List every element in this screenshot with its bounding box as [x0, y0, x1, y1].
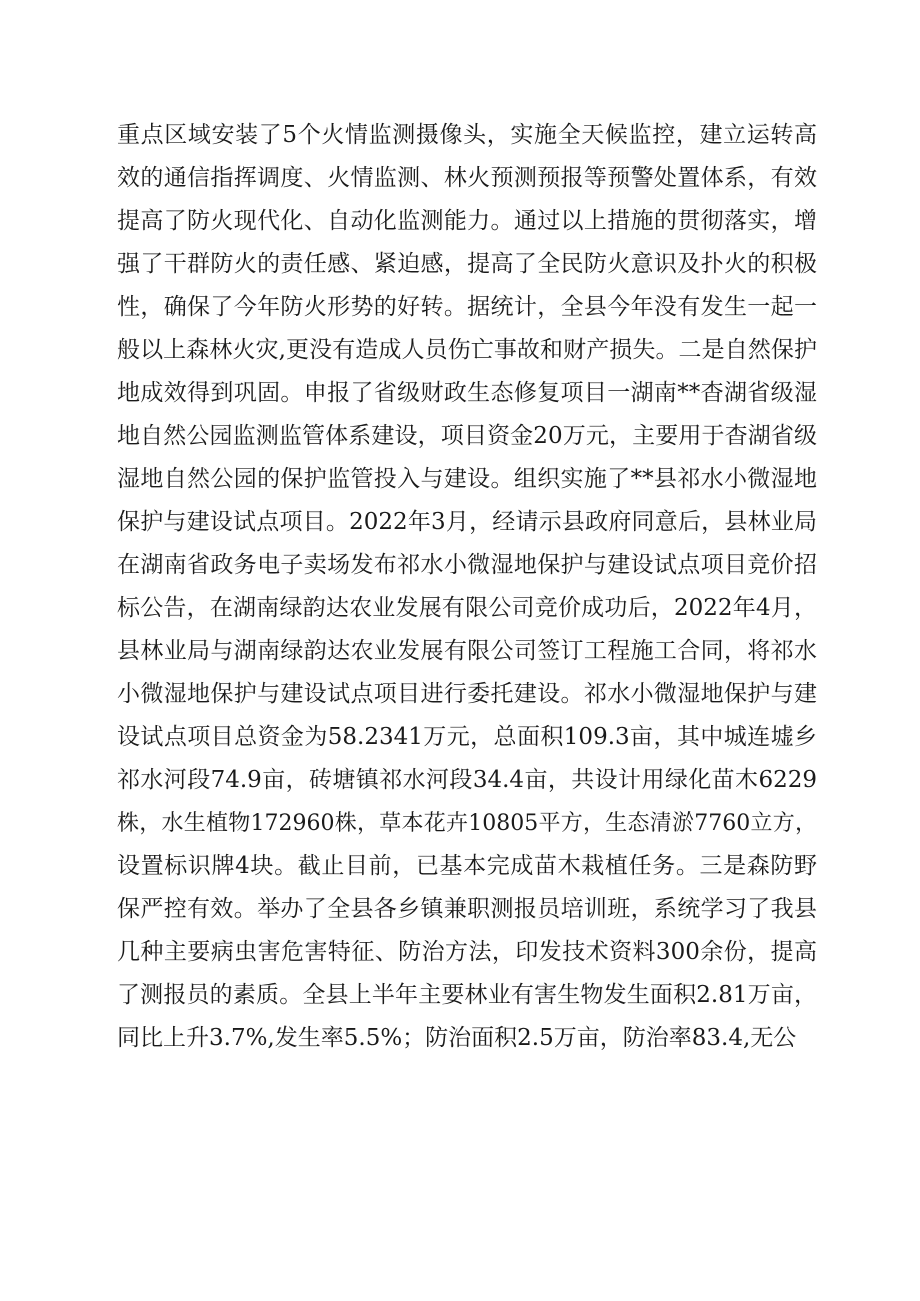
- paragraph-line-7: 地成效得到巩固。申报了省级财政生态修复项目一湖南**杳湖省级湿: [117, 380, 817, 406]
- paragraph-line-13: 县林业局与湖南绿韵达农业发展有限公司签订工程施工合同，将祁水: [117, 638, 817, 664]
- paragraph-line-20: 几种主要病虫害危害特征、防治方法，印发技术资料300余份，提高: [117, 939, 817, 965]
- paragraph-line-9: 湿地自然公园的保护监管投入与建设。组织实施了**县祁水小微湿地: [117, 466, 817, 492]
- body-paragraph: [117, 114, 817, 1060]
- paragraph-line-3: 提高了防火现代化、自动化监测能力。通过以上措施的贯彻落实，增: [117, 208, 817, 234]
- paragraph-line-19: 保严控有效。举办了全县各乡镇兼职测报员培训班，系统学习了我县: [117, 896, 817, 922]
- paragraph-line-14: 小微湿地保护与建设试点项目进行委托建设。祁水小微湿地保护与建: [117, 681, 817, 707]
- paragraph-line-2: 效的通信指挥调度、火情监测、林火预测预报等预警处置体系，有效: [117, 165, 817, 191]
- paragraph-line-17: 株，水生植物172960株，草本花卉10805平方，生态清淤7760立方，: [117, 811, 817, 836]
- paragraph-line-1: 重点区域安装了5个火情监测摄像头，实施全天候监控，建立运转高: [117, 122, 817, 148]
- paragraph-line-6: 般以上森林火灾,更没有造成人员伤亡事故和财产损失。二是自然保护: [117, 337, 817, 363]
- paragraph-line-18: 设置标识牌4块。截止目前，已基本完成苗木栽植任务。三是森防野: [117, 853, 817, 879]
- paragraph-line-10: 保护与建设试点项目。2022年3月，经请示县政府同意后，县林业局: [117, 509, 817, 535]
- paragraph-line-22: 同比上升3.7%,发生率5.5%；防治面积2.5万亩，防治率83.4,无公: [117, 1025, 797, 1051]
- paragraph-line-8: 地自然公园监测监管体系建设，项目资金20万元，主要用于杳湖省级: [117, 423, 817, 449]
- paragraph-line-21: 了测报员的素质。全县上半年主要林业有害生物发生面积2.81万亩，: [117, 982, 817, 1008]
- paragraph-line-12: 标公告，在湖南绿韵达农业发展有限公司竞价成功后，2022年4月，: [117, 595, 817, 621]
- paragraph-line-15: 设试点项目总资金为58.2341万元，总面积109.3亩，其中城连墟乡: [117, 724, 817, 750]
- paragraph-line-16: 祁水河段74.9亩，砖塘镇祁水河段34.4亩，共设计用绿化苗木6229: [117, 767, 817, 793]
- paragraph-line-5: 性，确保了今年防火形势的好转。据统计，全县今年没有发生一起一: [117, 294, 817, 320]
- paragraph-line-11: 在湖南省政务电子卖场发布祁水小微湿地保护与建设试点项目竞价招: [117, 552, 817, 578]
- paragraph-line-4: 强了干群防火的责任感、紧迫感，提高了全民防火意识及扑火的积极: [117, 251, 817, 277]
